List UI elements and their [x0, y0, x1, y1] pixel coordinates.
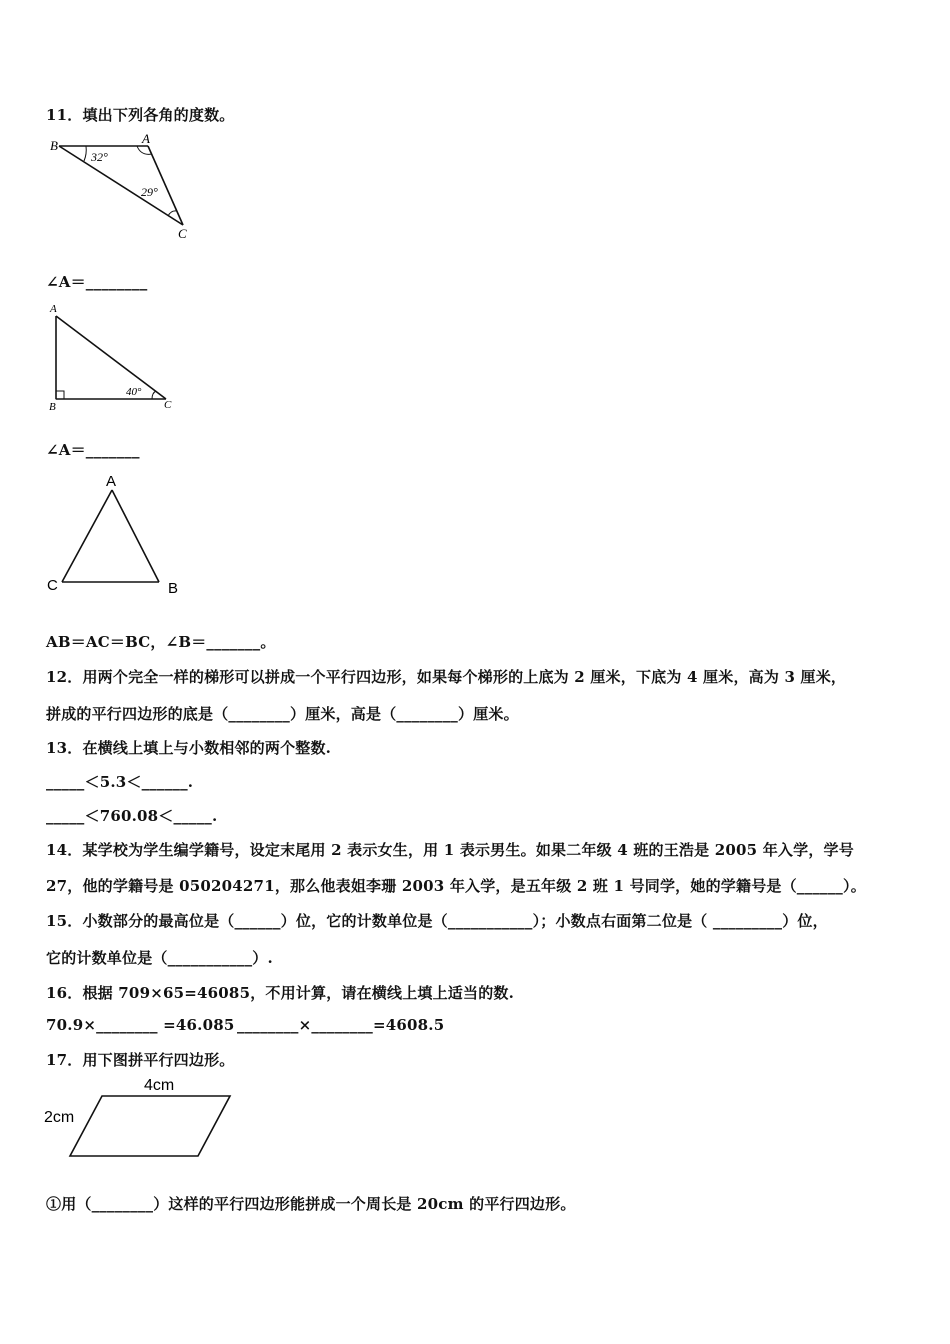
q16-equation-1: 70.9×________ =46.085	[46, 1016, 235, 1034]
angle-label-C: 29°	[141, 185, 158, 199]
q17-title: 17．用下图拼平行四边形。	[46, 1051, 235, 1069]
q12-line-1: 12．用两个完全一样的梯形可以拼成一个平行四边形，如果每个梯形的上底为 2 厘米，下底为 4 厘米，高为 3 厘米，	[46, 668, 847, 686]
q15-line-1: 15．小数部分的最高位是（______）位，它的计数单位是（___________）；小数点右面第二位是（ _________）位，	[46, 912, 828, 930]
q13-line-1: _____＜5.3＜______.	[46, 773, 194, 791]
q11-answer-1: ∠A＝________	[46, 273, 148, 291]
vertex-label-C: C	[178, 226, 187, 241]
vertex-label-A: A	[50, 303, 57, 315]
q14-line-1: 14．某学校为学生编学籍号，设定末尾用 2 表示女生，用 1 表示男生。如果二年级 4 班的王浩是 2005 年入学，学号	[46, 841, 854, 859]
triangle-figure-3	[44, 470, 194, 600]
vertex-label-B: B	[49, 401, 56, 412]
q12-line-2: 拼成的平行四边形的底是（________）厘米，高是（________）厘米。	[46, 705, 519, 723]
vertex-label-B: B	[50, 138, 58, 153]
q11-answer-3: AB＝AC＝BC，∠B＝_______。	[46, 633, 276, 651]
angle-label-C: 40°	[126, 386, 142, 398]
q11-title: 11．填出下列各角的度数。	[46, 106, 235, 124]
vertex-label-A: A	[106, 473, 117, 490]
triangle-figure-2	[44, 300, 184, 412]
q17-subquestion-1: ①用（________）这样的平行四边形能拼成一个周长是 20cm 的平行四边形。	[46, 1195, 576, 1213]
vertex-label-C: C	[47, 577, 58, 594]
vertex-label-B: B	[168, 580, 179, 597]
q16-title: 16．根据 709×65=46085，不用计算，请在横线上填上适当的数.	[46, 984, 515, 1002]
triangle-figure-1	[44, 130, 204, 245]
q11-answer-2: ∠A＝_______	[46, 441, 140, 459]
vertex-label-C: C	[164, 399, 172, 411]
vertex-label-A: A	[142, 131, 150, 146]
angle-label-B: 32°	[91, 150, 108, 164]
q15-line-2: 它的计数单位是（___________）.	[46, 949, 273, 967]
q13-line-2: _____＜760.08＜_____.	[46, 807, 218, 825]
parallelogram-figure	[40, 1072, 240, 1162]
top-length-label: 4cm	[144, 1077, 175, 1094]
q14-line-2: 27，他的学籍号是 050204271，那么他表姐李珊 2003 年入学，是五年级 2 班 1 号同学，她的学籍号是（______）。	[46, 877, 866, 895]
q13-title: 13．在横线上填上与小数相邻的两个整数.	[46, 739, 332, 757]
side-length-label: 2cm	[44, 1109, 75, 1126]
q16-equation-2: ________×________=4608.5	[237, 1016, 445, 1034]
